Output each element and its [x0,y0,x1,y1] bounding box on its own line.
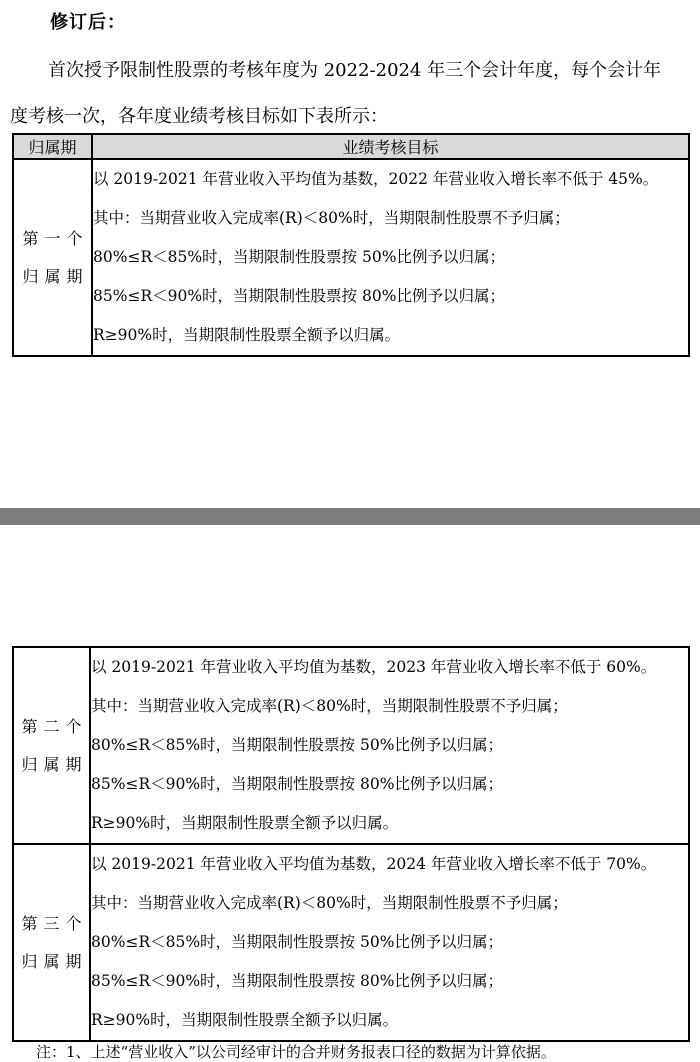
target-line: 85%≤R＜90%时，当期限制性股票按 80%比例予以归属； [93,287,505,305]
period-cell [13,159,92,356]
paragraph-line-1: 首次授予限制性股票的考核年度为 2022-2024 年三个会计年度，每个会计年 [48,60,662,81]
performance-table-part-2 [12,646,690,1042]
target-line: 以 2019-2021 年营业收入平均值为基数，2022 年营业收入增长率不低于 45%。 [93,170,659,188]
target-line: 80%≤R＜85%时，当期限制性股票按 50%比例予以归属； [93,248,505,266]
table-row [13,159,689,356]
target-line: 其中：当期营业收入完成率(R)＜80%时，当期限制性股票不予归属； [93,209,570,227]
header-period: 归属期 [13,134,92,159]
period-cell [13,647,90,844]
performance-table-part-1 [12,133,690,357]
page-divider [0,508,700,525]
period-label: 第三个归属期 [21,913,82,971]
target-line: 80%≤R＜85%时，当期限制性股票按 50%比例予以归属； [91,933,503,951]
target-line: 其中：当期营业收入完成率(R)＜80%时，当期限制性股票不予归属； [91,697,568,715]
target-line: R≥90%时，当期限制性股票全额予以归属。 [91,814,399,832]
target-line: 以 2019-2021 年营业收入平均值为基数，2024 年营业收入增长率不低于 70%。 [91,855,657,873]
paragraph-line-2: 度考核一次，各年度业绩考核目标如下表所示： [10,106,388,127]
target-line: 85%≤R＜90%时，当期限制性股票按 80%比例予以归属； [91,775,503,793]
target-cell [92,159,689,356]
target-line: R≥90%时，当期限制性股票全额予以归属。 [93,326,401,344]
target-line: 85%≤R＜90%时，当期限制性股票按 80%比例予以归属； [91,972,503,990]
target-cell [90,647,689,844]
table-header-row [13,134,689,159]
header-target: 业绩考核目标 [92,134,689,159]
target-line: 80%≤R＜85%时，当期限制性股票按 50%比例予以归属； [91,736,503,754]
footnote: 注：1、上述“营业收入”以公司经审计的合并财务报表口径的数据为计算依据。 [36,1043,556,1061]
table-row [13,647,689,844]
revision-heading: 修订后： [50,12,126,33]
target-cell [90,844,689,1041]
target-line: R≥90%时，当期限制性股票全额予以归属。 [91,1011,399,1029]
period-cell [13,844,90,1041]
period-label: 第一个归属期 [22,228,83,286]
table-row [13,844,689,1041]
target-line: 以 2019-2021 年营业收入平均值为基数，2023 年营业收入增长率不低于 60%。 [91,658,657,676]
page-top [0,0,700,508]
period-label: 第二个归属期 [21,716,82,774]
target-line: 其中：当期营业收入完成率(R)＜80%时，当期限制性股票不予归属； [91,894,568,912]
